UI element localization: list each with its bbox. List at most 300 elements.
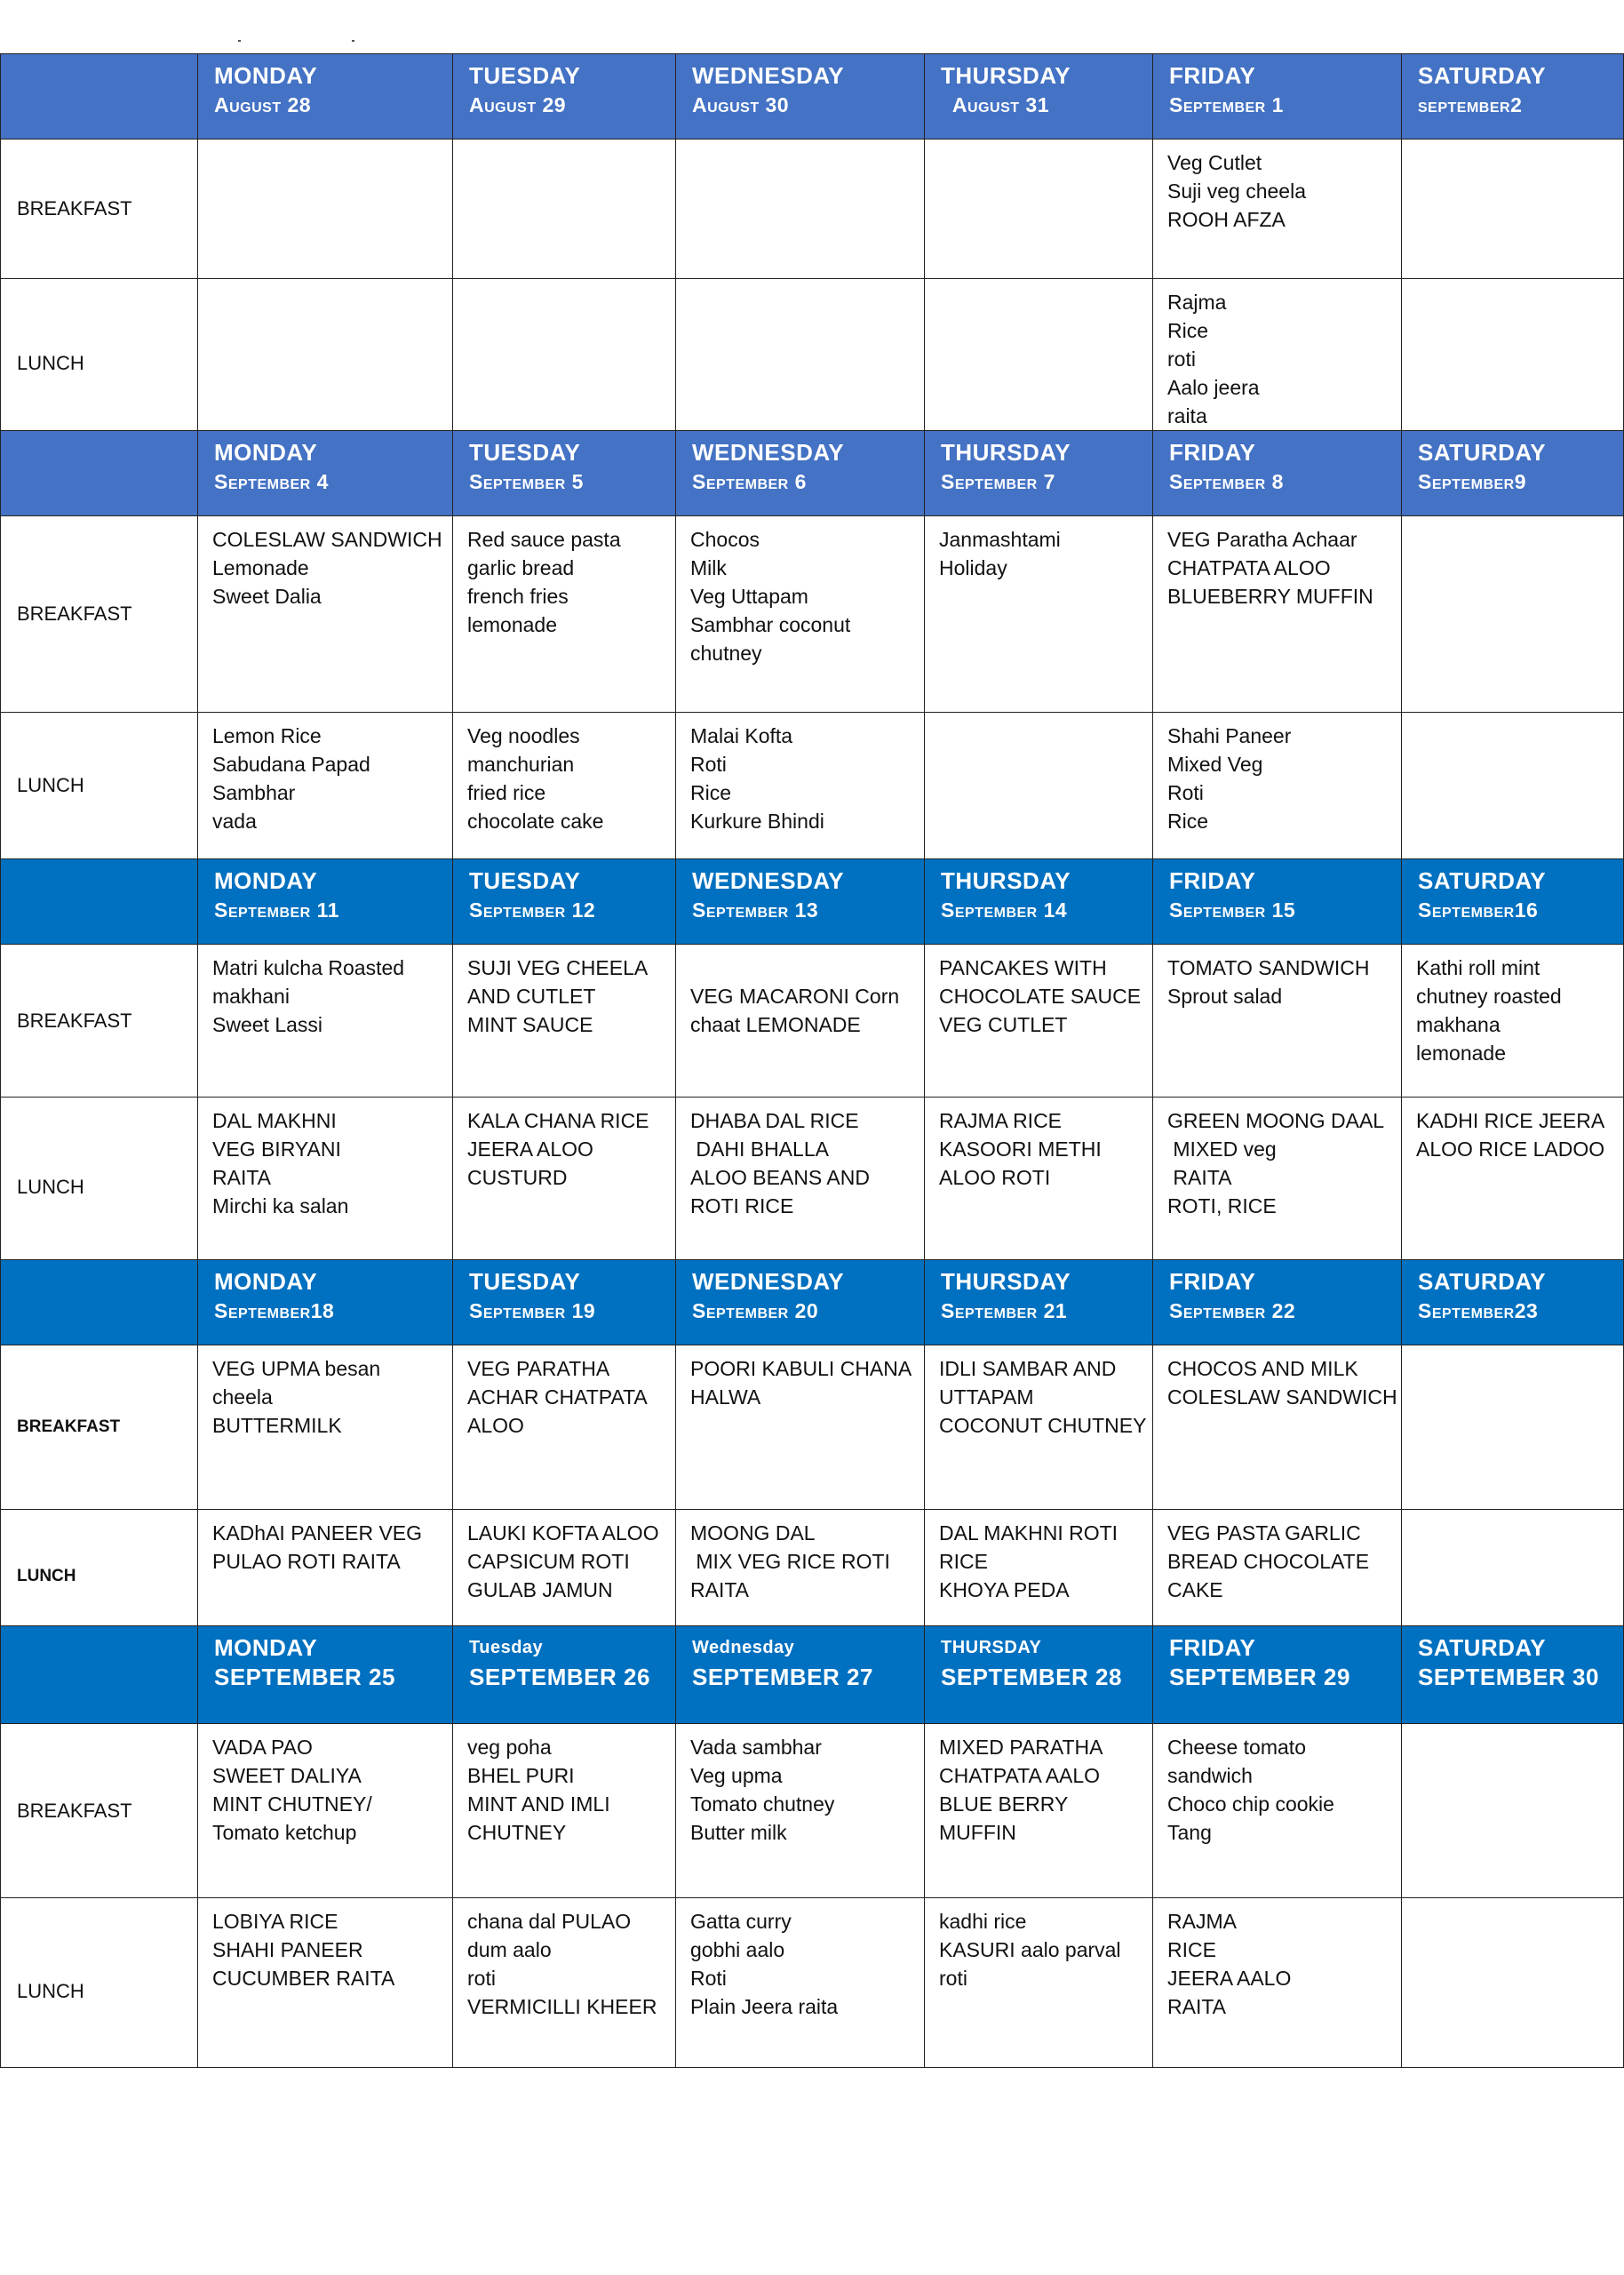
menu-item: RAJMA RICE bbox=[939, 1109, 1063, 1132]
day-name: FRIDAY bbox=[1169, 1268, 1256, 1295]
menu-item: DAL MAKHNI bbox=[212, 1109, 337, 1132]
menu-item: LAUKI KOFTA ALOO bbox=[467, 1521, 659, 1545]
day-name: SATURDAY bbox=[1418, 439, 1547, 466]
day-name: FRIDAY bbox=[1169, 867, 1256, 894]
menu-item: ALOO BEANS AND bbox=[690, 1166, 870, 1189]
menu-item: VEG MACARONI Corn bbox=[690, 985, 900, 1008]
menu-item: SUJI VEG CHEELA bbox=[467, 956, 649, 979]
lunch-cell bbox=[198, 1098, 453, 1260]
day-header-cell bbox=[1402, 431, 1624, 516]
day-name: MONDAY bbox=[214, 439, 318, 466]
breakfast-cell bbox=[1153, 516, 1402, 713]
menu-item: JEERA ALOO bbox=[467, 1138, 593, 1161]
menu-item: Matri kulcha Roasted bbox=[212, 956, 405, 979]
menu-item: Sambhar bbox=[212, 781, 296, 804]
day-header-cell bbox=[198, 431, 453, 516]
menu-item: BREAD CHOCOLATE bbox=[1167, 1550, 1370, 1573]
day-date: September 6 bbox=[692, 470, 807, 493]
breakfast-label: BREAKFAST bbox=[1, 945, 198, 1098]
menu-item: Roti bbox=[1167, 781, 1204, 804]
lunch-cell bbox=[198, 713, 453, 859]
day-header-cell bbox=[925, 431, 1153, 516]
breakfast-cell bbox=[676, 945, 925, 1098]
menu-item: Lemonade bbox=[212, 556, 309, 579]
day-header-cell bbox=[1402, 859, 1624, 945]
breakfast-label: BREAKFAST bbox=[1, 516, 198, 713]
menu-item: MIX VEG RICE ROTI bbox=[690, 1550, 890, 1573]
menu-item: RAITA bbox=[1167, 1166, 1232, 1189]
menu-item: makhana bbox=[1416, 1013, 1501, 1036]
day-date: SEPTEMBER 28 bbox=[941, 1664, 1122, 1690]
menu-item: BHEL PURI bbox=[467, 1764, 575, 1787]
day-name: TUESDAY bbox=[469, 62, 581, 89]
menu-item: Roti bbox=[690, 1967, 727, 1990]
day-header-cell bbox=[925, 54, 1153, 140]
menu-item: MINT AND IMLI bbox=[467, 1792, 610, 1816]
breakfast-label: BREAKFAST bbox=[1, 140, 198, 279]
breakfast-cell bbox=[453, 1724, 676, 1898]
lunch-cell bbox=[198, 1898, 453, 2068]
lunch-cell bbox=[1402, 1510, 1624, 1626]
day-header-cell bbox=[676, 1260, 925, 1345]
menu-item: Veg upma bbox=[690, 1764, 783, 1787]
day-date: September 1 bbox=[1169, 93, 1284, 116]
menu-item: MINT CHUTNEY/ bbox=[212, 1792, 372, 1816]
menu-item: Suji veg cheela bbox=[1167, 180, 1306, 203]
week-header-blank bbox=[1, 431, 198, 516]
menu-item: MIXED veg bbox=[1167, 1138, 1277, 1161]
menu-item: Milk bbox=[690, 556, 727, 579]
day-header-cell bbox=[198, 1626, 453, 1724]
week-header-row bbox=[1, 859, 1624, 945]
menu-item: COLESLAW SANDWICH bbox=[212, 528, 442, 551]
day-date: September 14 bbox=[941, 898, 1068, 922]
day-header-cell bbox=[1402, 54, 1624, 140]
breakfast-cell bbox=[198, 140, 453, 279]
menu-item: IDLI SAMBAR AND bbox=[939, 1357, 1117, 1380]
menu-item: DAL MAKHNI ROTI bbox=[939, 1521, 1118, 1545]
day-header-cell bbox=[453, 1626, 676, 1724]
breakfast-cell bbox=[453, 945, 676, 1098]
day-name: THURSDAY bbox=[941, 1638, 1042, 1657]
menu-item: Veg Uttapam bbox=[690, 585, 808, 608]
day-name: WEDNESDAY bbox=[692, 439, 845, 466]
lunch-row bbox=[1, 279, 1624, 431]
lunch-cell bbox=[198, 1510, 453, 1626]
day-header-cell bbox=[453, 54, 676, 140]
menu-item: Sprout salad bbox=[1167, 985, 1283, 1008]
day-name: SATURDAY bbox=[1418, 1268, 1547, 1295]
day-name: MONDAY bbox=[214, 62, 318, 89]
menu-item: Rice bbox=[1167, 319, 1209, 342]
menu-item: BLUE BERRY bbox=[939, 1792, 1069, 1816]
menu-item: VEG UPMA besan bbox=[212, 1357, 381, 1380]
menu-item: lemonade bbox=[1416, 1042, 1507, 1065]
day-header-cell bbox=[925, 859, 1153, 945]
breakfast-cell bbox=[1153, 1345, 1402, 1510]
menu-item: KALA CHANA RICE bbox=[467, 1109, 649, 1132]
menu-item: MUFFIN bbox=[939, 1821, 1016, 1844]
day-header-cell bbox=[198, 1260, 453, 1345]
lunch-cell bbox=[453, 1898, 676, 2068]
menu-item: raita bbox=[1167, 404, 1207, 427]
breakfast-row bbox=[1, 516, 1624, 713]
menu-item: CHOCOLATE SAUCE bbox=[939, 985, 1142, 1008]
menu-item: PANCAKES WITH bbox=[939, 956, 1107, 979]
breakfast-cell bbox=[453, 516, 676, 713]
day-date: September 20 bbox=[692, 1299, 819, 1322]
day-header-cell bbox=[676, 859, 925, 945]
day-header-cell bbox=[1153, 1626, 1402, 1724]
menu-item: Veg Cutlet bbox=[1167, 151, 1262, 174]
menu-item: lemonade bbox=[467, 613, 558, 636]
menu-item: french fries bbox=[467, 585, 569, 608]
week-header-row bbox=[1, 54, 1624, 140]
menu-item: Kathi roll mint bbox=[1416, 956, 1540, 979]
breakfast-cell bbox=[925, 140, 1153, 279]
day-date: September 13 bbox=[692, 898, 819, 922]
breakfast-cell bbox=[198, 945, 453, 1098]
menu-item: Red sauce pasta bbox=[467, 528, 621, 551]
menu-item: COCONUT CHUTNEY bbox=[939, 1414, 1147, 1437]
menu-item: ROTI RICE bbox=[690, 1194, 794, 1217]
week-header-row bbox=[1, 1626, 1624, 1724]
lunch-cell bbox=[198, 279, 453, 431]
day-name: Wednesday bbox=[692, 1638, 795, 1657]
menu-item: Tomato ketchup bbox=[212, 1821, 357, 1844]
lunch-row bbox=[1, 1098, 1624, 1260]
lunch-label: LUNCH bbox=[1, 279, 198, 431]
day-date: September 22 bbox=[1169, 1299, 1296, 1322]
day-header-cell bbox=[925, 1626, 1153, 1724]
menu-item: Tang bbox=[1167, 1821, 1212, 1844]
menu-item: CAPSICUM ROTI bbox=[467, 1550, 630, 1573]
day-name: MONDAY bbox=[214, 867, 318, 894]
day-date: August 30 bbox=[692, 93, 790, 116]
menu-item: chutney bbox=[690, 642, 762, 665]
day-header-cell bbox=[453, 859, 676, 945]
day-name: FRIDAY bbox=[1169, 62, 1256, 89]
menu-item: gobhi aalo bbox=[690, 1938, 785, 1961]
lunch-cell bbox=[925, 1098, 1153, 1260]
menu-item: CHOCOS AND MILK bbox=[1167, 1357, 1358, 1380]
menu-item: Vada sambhar bbox=[690, 1736, 822, 1759]
lunch-cell bbox=[453, 713, 676, 859]
menu-item: Holiday bbox=[939, 556, 1007, 579]
menu-item: dum aalo bbox=[467, 1938, 552, 1961]
day-name: TUESDAY bbox=[469, 1268, 581, 1295]
menu-item: LOBIYA RICE bbox=[212, 1910, 338, 1933]
menu-item: Mirchi ka salan bbox=[212, 1194, 349, 1217]
day-name: FRIDAY bbox=[1169, 1634, 1256, 1661]
breakfast-cell bbox=[198, 1724, 453, 1898]
day-date: SEPTEMBER 27 bbox=[692, 1664, 873, 1690]
breakfast-row bbox=[1, 140, 1624, 279]
day-date: SEPTEMBER 30 bbox=[1418, 1664, 1599, 1690]
menu-item: fried rice bbox=[467, 781, 546, 804]
lunch-cell bbox=[1153, 713, 1402, 859]
menu-item: cheela bbox=[212, 1385, 273, 1409]
breakfast-cell bbox=[676, 516, 925, 713]
day-date: September18 bbox=[214, 1299, 335, 1322]
lunch-cell bbox=[676, 713, 925, 859]
day-name: WEDNESDAY bbox=[692, 1268, 845, 1295]
lunch-label: LUNCH bbox=[1, 1098, 198, 1260]
menu-item: Janmashtami bbox=[939, 528, 1061, 551]
lunch-cell bbox=[1402, 1098, 1624, 1260]
day-name: THURSDAY bbox=[941, 867, 1071, 894]
lunch-cell bbox=[676, 1510, 925, 1626]
menu-item: KADhAI PANEER VEG bbox=[212, 1521, 423, 1545]
day-name: MONDAY bbox=[214, 1634, 318, 1661]
day-header-cell bbox=[1153, 431, 1402, 516]
menu-item: Sabudana Papad bbox=[212, 753, 370, 776]
menu-item: Butter milk bbox=[690, 1821, 787, 1844]
menu-item: PULAO ROTI RAITA bbox=[212, 1550, 401, 1573]
menu-item: ROTI, RICE bbox=[1167, 1194, 1277, 1217]
day-header-cell bbox=[1402, 1626, 1624, 1724]
day-header-cell bbox=[676, 54, 925, 140]
lunch-cell bbox=[1402, 1898, 1624, 2068]
lunch-cell bbox=[1402, 713, 1624, 859]
menu-item: Shahi Paneer bbox=[1167, 724, 1292, 747]
menu-item: Veg noodles bbox=[467, 724, 580, 747]
menu-item: Malai Kofta bbox=[690, 724, 793, 747]
scan-mark bbox=[352, 40, 354, 42]
menu-item: CAKE bbox=[1167, 1578, 1223, 1601]
menu-item: VADA PAO bbox=[212, 1736, 313, 1759]
day-date: September 8 bbox=[1169, 470, 1284, 493]
menu-item: Kurkure Bhindi bbox=[690, 810, 824, 833]
day-header-cell bbox=[676, 1626, 925, 1724]
lunch-row bbox=[1, 1510, 1624, 1626]
lunch-cell bbox=[453, 1098, 676, 1260]
menu-item: UTTAPAM bbox=[939, 1385, 1034, 1409]
menu-item: Aalo jeera bbox=[1167, 376, 1260, 399]
day-name: SATURDAY bbox=[1418, 1634, 1547, 1661]
day-name: FRIDAY bbox=[1169, 439, 1256, 466]
breakfast-label: BREAKFAST bbox=[1, 1345, 198, 1510]
day-name: THURSDAY bbox=[941, 62, 1071, 89]
day-header-cell bbox=[198, 54, 453, 140]
breakfast-cell bbox=[198, 516, 453, 713]
breakfast-cell bbox=[1153, 140, 1402, 279]
breakfast-cell bbox=[676, 140, 925, 279]
day-date: September 7 bbox=[941, 470, 1055, 493]
menu-item: Sweet Lassi bbox=[212, 1013, 323, 1036]
week-header-blank bbox=[1, 859, 198, 945]
menu-item: VEG CUTLET bbox=[939, 1013, 1068, 1036]
day-header-cell bbox=[1153, 1260, 1402, 1345]
menu-item: VEG Paratha Achaar bbox=[1167, 528, 1357, 551]
menu-item: SHAHI PANEER bbox=[212, 1938, 363, 1961]
menu-item: RAITA bbox=[690, 1578, 750, 1601]
breakfast-cell bbox=[925, 1345, 1153, 1510]
day-date: September9 bbox=[1418, 470, 1527, 493]
menu-item: kadhi rice bbox=[939, 1910, 1027, 1933]
breakfast-cell bbox=[925, 1724, 1153, 1898]
menu-item: RICE bbox=[939, 1550, 988, 1573]
day-date: September 12 bbox=[469, 898, 596, 922]
menu-item: RAITA bbox=[212, 1166, 272, 1189]
breakfast-row bbox=[1, 1345, 1624, 1510]
day-header-cell bbox=[198, 859, 453, 945]
menu-item: HALWA bbox=[690, 1385, 761, 1409]
menu-item: BUTTERMILK bbox=[212, 1414, 342, 1437]
lunch-cell bbox=[1402, 279, 1624, 431]
menu-item: DHABA DAL RICE bbox=[690, 1109, 859, 1132]
menu-item: CHATPATA AALO bbox=[939, 1764, 1101, 1787]
menu-item: MIXED PARATHA bbox=[939, 1736, 1103, 1759]
lunch-cell bbox=[925, 279, 1153, 431]
day-header-cell bbox=[1153, 54, 1402, 140]
breakfast-cell bbox=[1153, 1724, 1402, 1898]
menu-item: chana dal PULAO bbox=[467, 1910, 632, 1933]
menu-item: chutney roasted bbox=[1416, 985, 1562, 1008]
menu-item: Sambhar coconut bbox=[690, 613, 851, 636]
menu-item: BLUEBERRY MUFFIN bbox=[1167, 585, 1373, 608]
menu-item: RAITA bbox=[1167, 1995, 1227, 2018]
lunch-cell bbox=[453, 1510, 676, 1626]
menu-item: AND CUTLET bbox=[467, 985, 596, 1008]
menu-item: makhani bbox=[212, 985, 290, 1008]
lunch-cell bbox=[676, 279, 925, 431]
menu-item: veg poha bbox=[467, 1736, 552, 1759]
day-name: MONDAY bbox=[214, 1268, 318, 1295]
menu-item: Plain Jeera raita bbox=[690, 1995, 839, 2018]
menu-item: Choco chip cookie bbox=[1167, 1792, 1334, 1816]
menu-item: VEG PASTA GARLIC bbox=[1167, 1521, 1361, 1545]
menu-item: VEG PARATHA bbox=[467, 1357, 610, 1380]
menu-item: manchurian bbox=[467, 753, 575, 776]
lunch-cell bbox=[453, 279, 676, 431]
day-header-cell bbox=[925, 1260, 1153, 1345]
breakfast-cell bbox=[1402, 1724, 1624, 1898]
day-name: THURSDAY bbox=[941, 439, 1071, 466]
menu-item: chocolate cake bbox=[467, 810, 604, 833]
week-header-blank bbox=[1, 1626, 198, 1724]
breakfast-cell bbox=[1402, 945, 1624, 1098]
week-header-blank bbox=[1, 54, 198, 140]
menu-item: ACHAR CHATPATA bbox=[467, 1385, 648, 1409]
menu-item: ALOO bbox=[467, 1414, 524, 1437]
menu-item: Tomato chutney bbox=[690, 1792, 835, 1816]
lunch-row bbox=[1, 713, 1624, 859]
day-header-cell bbox=[453, 431, 676, 516]
day-date: SEPTEMBER 26 bbox=[469, 1664, 650, 1690]
day-date: September 5 bbox=[469, 470, 584, 493]
day-date: September 11 bbox=[214, 898, 339, 922]
menu-item: Cheese tomato bbox=[1167, 1736, 1306, 1759]
breakfast-cell bbox=[1153, 945, 1402, 1098]
day-header-cell bbox=[453, 1260, 676, 1345]
day-date: September 4 bbox=[214, 470, 329, 493]
breakfast-cell bbox=[676, 1724, 925, 1898]
menu-item: DAHI BHALLA bbox=[690, 1138, 829, 1161]
menu-item: TOMATO SANDWICH bbox=[1167, 956, 1370, 979]
menu-item: garlic bread bbox=[467, 556, 575, 579]
day-name: TUESDAY bbox=[469, 867, 581, 894]
day-date: September 15 bbox=[1169, 898, 1296, 922]
lunch-cell bbox=[925, 1510, 1153, 1626]
menu-item: GULAB JAMUN bbox=[467, 1578, 613, 1601]
breakfast-label: BREAKFAST bbox=[1, 1724, 198, 1898]
menu-item: Rajma bbox=[1167, 291, 1227, 314]
menu-item: chaat LEMONADE bbox=[690, 1013, 861, 1036]
day-header-cell bbox=[1402, 1260, 1624, 1345]
lunch-row bbox=[1, 1898, 1624, 2068]
day-date: SEPTEMBER 25 bbox=[214, 1664, 395, 1690]
menu-item: CHUTNEY bbox=[467, 1821, 567, 1844]
menu-item: Gatta curry bbox=[690, 1910, 792, 1933]
day-name: WEDNESDAY bbox=[692, 867, 845, 894]
week-header-blank bbox=[1, 1260, 198, 1345]
lunch-cell bbox=[676, 1098, 925, 1260]
day-date: August 31 bbox=[941, 93, 1050, 116]
menu-item: POORI KABULI CHANA bbox=[690, 1357, 912, 1380]
day-name: Tuesday bbox=[469, 1638, 544, 1657]
lunch-cell bbox=[676, 1898, 925, 2068]
scan-mark bbox=[238, 40, 241, 42]
menu-item: Mixed Veg bbox=[1167, 753, 1263, 776]
lunch-label: LUNCH bbox=[1, 713, 198, 859]
menu-item: MOONG DAL bbox=[690, 1521, 816, 1545]
menu-item: KASURI aalo parval bbox=[939, 1938, 1121, 1961]
lunch-label: LUNCH bbox=[1, 1510, 198, 1626]
day-date: September16 bbox=[1418, 898, 1539, 922]
menu-item: JEERA AALO bbox=[1167, 1967, 1292, 1990]
breakfast-cell bbox=[676, 1345, 925, 1510]
breakfast-cell bbox=[1402, 1345, 1624, 1510]
lunch-cell bbox=[1153, 279, 1402, 431]
menu-item: CUSTURD bbox=[467, 1166, 568, 1189]
breakfast-cell bbox=[1402, 516, 1624, 713]
breakfast-row bbox=[1, 945, 1624, 1098]
week-header-row bbox=[1, 431, 1624, 516]
day-name: THURSDAY bbox=[941, 1268, 1071, 1295]
menu-item: Rice bbox=[1167, 810, 1209, 833]
breakfast-cell bbox=[198, 1345, 453, 1510]
menu-item: Chocos bbox=[690, 528, 760, 551]
day-date: SEPTEMBER 29 bbox=[1169, 1664, 1350, 1690]
menu-item: VEG BIRYANI bbox=[212, 1138, 341, 1161]
menu-item: vada bbox=[212, 810, 257, 833]
breakfast-cell bbox=[453, 140, 676, 279]
menu-item: ALOO ROTI bbox=[939, 1166, 1051, 1189]
weekly-menu-table bbox=[0, 53, 1624, 2068]
day-name: SATURDAY bbox=[1418, 867, 1547, 894]
menu-item: sandwich bbox=[1167, 1764, 1253, 1787]
day-date: August 28 bbox=[214, 93, 312, 116]
menu-item: KASOORI METHI bbox=[939, 1138, 1102, 1161]
breakfast-row bbox=[1, 1724, 1624, 1898]
day-date: September 19 bbox=[469, 1299, 596, 1322]
lunch-label: LUNCH bbox=[1, 1898, 198, 2068]
menu-item: KADHI RICE JEERA bbox=[1416, 1109, 1605, 1132]
menu-item: RICE bbox=[1167, 1938, 1216, 1961]
breakfast-cell bbox=[1402, 140, 1624, 279]
lunch-cell bbox=[925, 1898, 1153, 2068]
menu-item: roti bbox=[1167, 347, 1196, 371]
menu-item: SWEET DALIYA bbox=[212, 1764, 362, 1787]
menu-item: VERMICILLI KHEER bbox=[467, 1995, 657, 2018]
day-name: TUESDAY bbox=[469, 439, 581, 466]
lunch-cell bbox=[1153, 1898, 1402, 2068]
menu-item: RAJMA bbox=[1167, 1910, 1237, 1933]
breakfast-cell bbox=[453, 1345, 676, 1510]
lunch-cell bbox=[1153, 1098, 1402, 1260]
menu-item: roti bbox=[467, 1967, 496, 1990]
